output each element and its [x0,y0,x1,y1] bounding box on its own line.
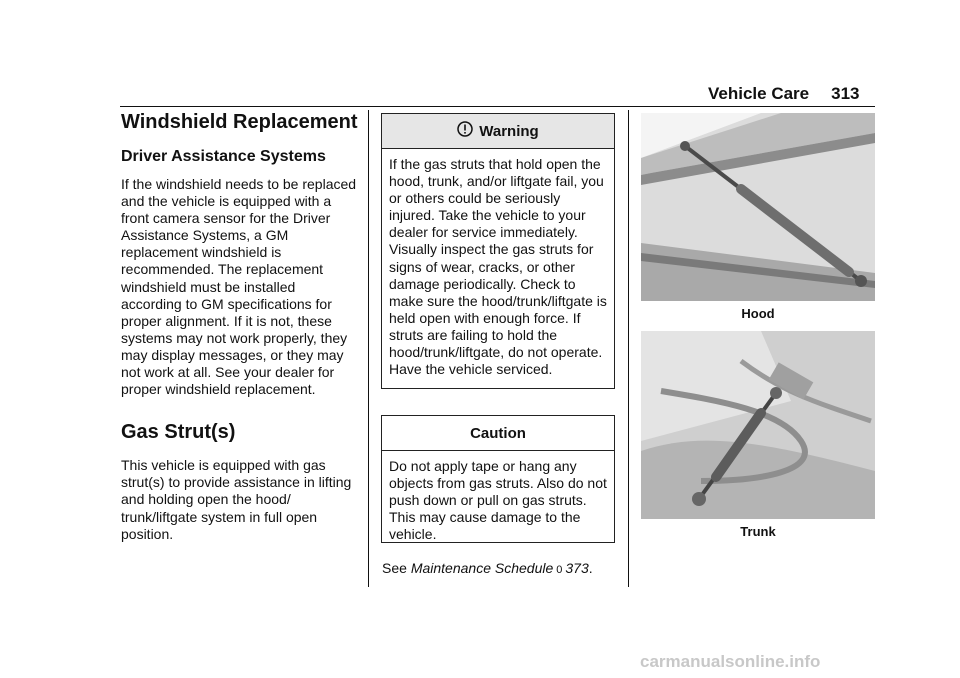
page-number: 313 [831,84,860,103]
warning-title: Warning [479,122,539,140]
reference-link[interactable]: Maintenance Schedule [410,560,554,576]
watermark: carmanualsonline.info [640,652,821,671]
column-divider [368,110,369,587]
figure-caption: Trunk [740,524,776,539]
page-header [708,84,860,104]
body-paragraph: This vehicle is equipped with gas strut(s) to provide assistance in lifting and holding open the hood/ trunk/liftgate system in full open position. [121,457,352,542]
see-prefix: See [382,560,411,576]
trunk-photo [641,331,875,519]
page-symbol: 0 [556,564,563,576]
section-heading: Windshield Replacement [121,111,358,133]
warning-header [382,114,614,149]
caution-text: Do not apply tape or hang any objects from gas struts. Also do not push down or pull on gas struts. This may cause damage to the vehicle. [389,458,607,543]
warning-text: If the gas struts that hold open the hood, trunk, and/or liftgate fail, you or others could be seriously injured. Take the vehicle to your dealer for service immediately. Visually inspect the gas struts for signs of wear, cracks, or other damage periodically. Check to make sure the hood/trunk/liftgate is held open with enough force. If struts are failing to hold the hood/trunk/liftgate, do not operate. Have the vehicle serviced. [389,156,607,378]
hood-photo [641,113,875,301]
warning-icon [457,121,473,141]
body-paragraph: If the windshield needs to be replaced and the vehicle is equipped with a front camera sensor for the Driver Assistance Systems, a GM replacement windshield is recommended. The replacement windshield must be installed according to GM specifications for proper alignment. If it is not, these systems may not work properly, they may display messages, or they may not work at all. See your dealer for proper windshield replacement. [121,176,357,398]
figure-caption: Hood [741,306,775,321]
column-divider [628,110,629,587]
section-heading: Gas Strut(s) [121,421,236,444]
header-rule [120,106,875,107]
caution-box [381,415,615,543]
see-suffix: . [588,560,593,576]
left-column [121,110,358,543]
caution-title: Caution [382,416,614,451]
reference-page: 373 [565,560,589,576]
see-reference [382,560,593,576]
section-title: Vehicle Care [708,84,810,103]
warning-box [381,113,615,389]
subsection-heading: Driver Assistance Systems [121,148,326,165]
